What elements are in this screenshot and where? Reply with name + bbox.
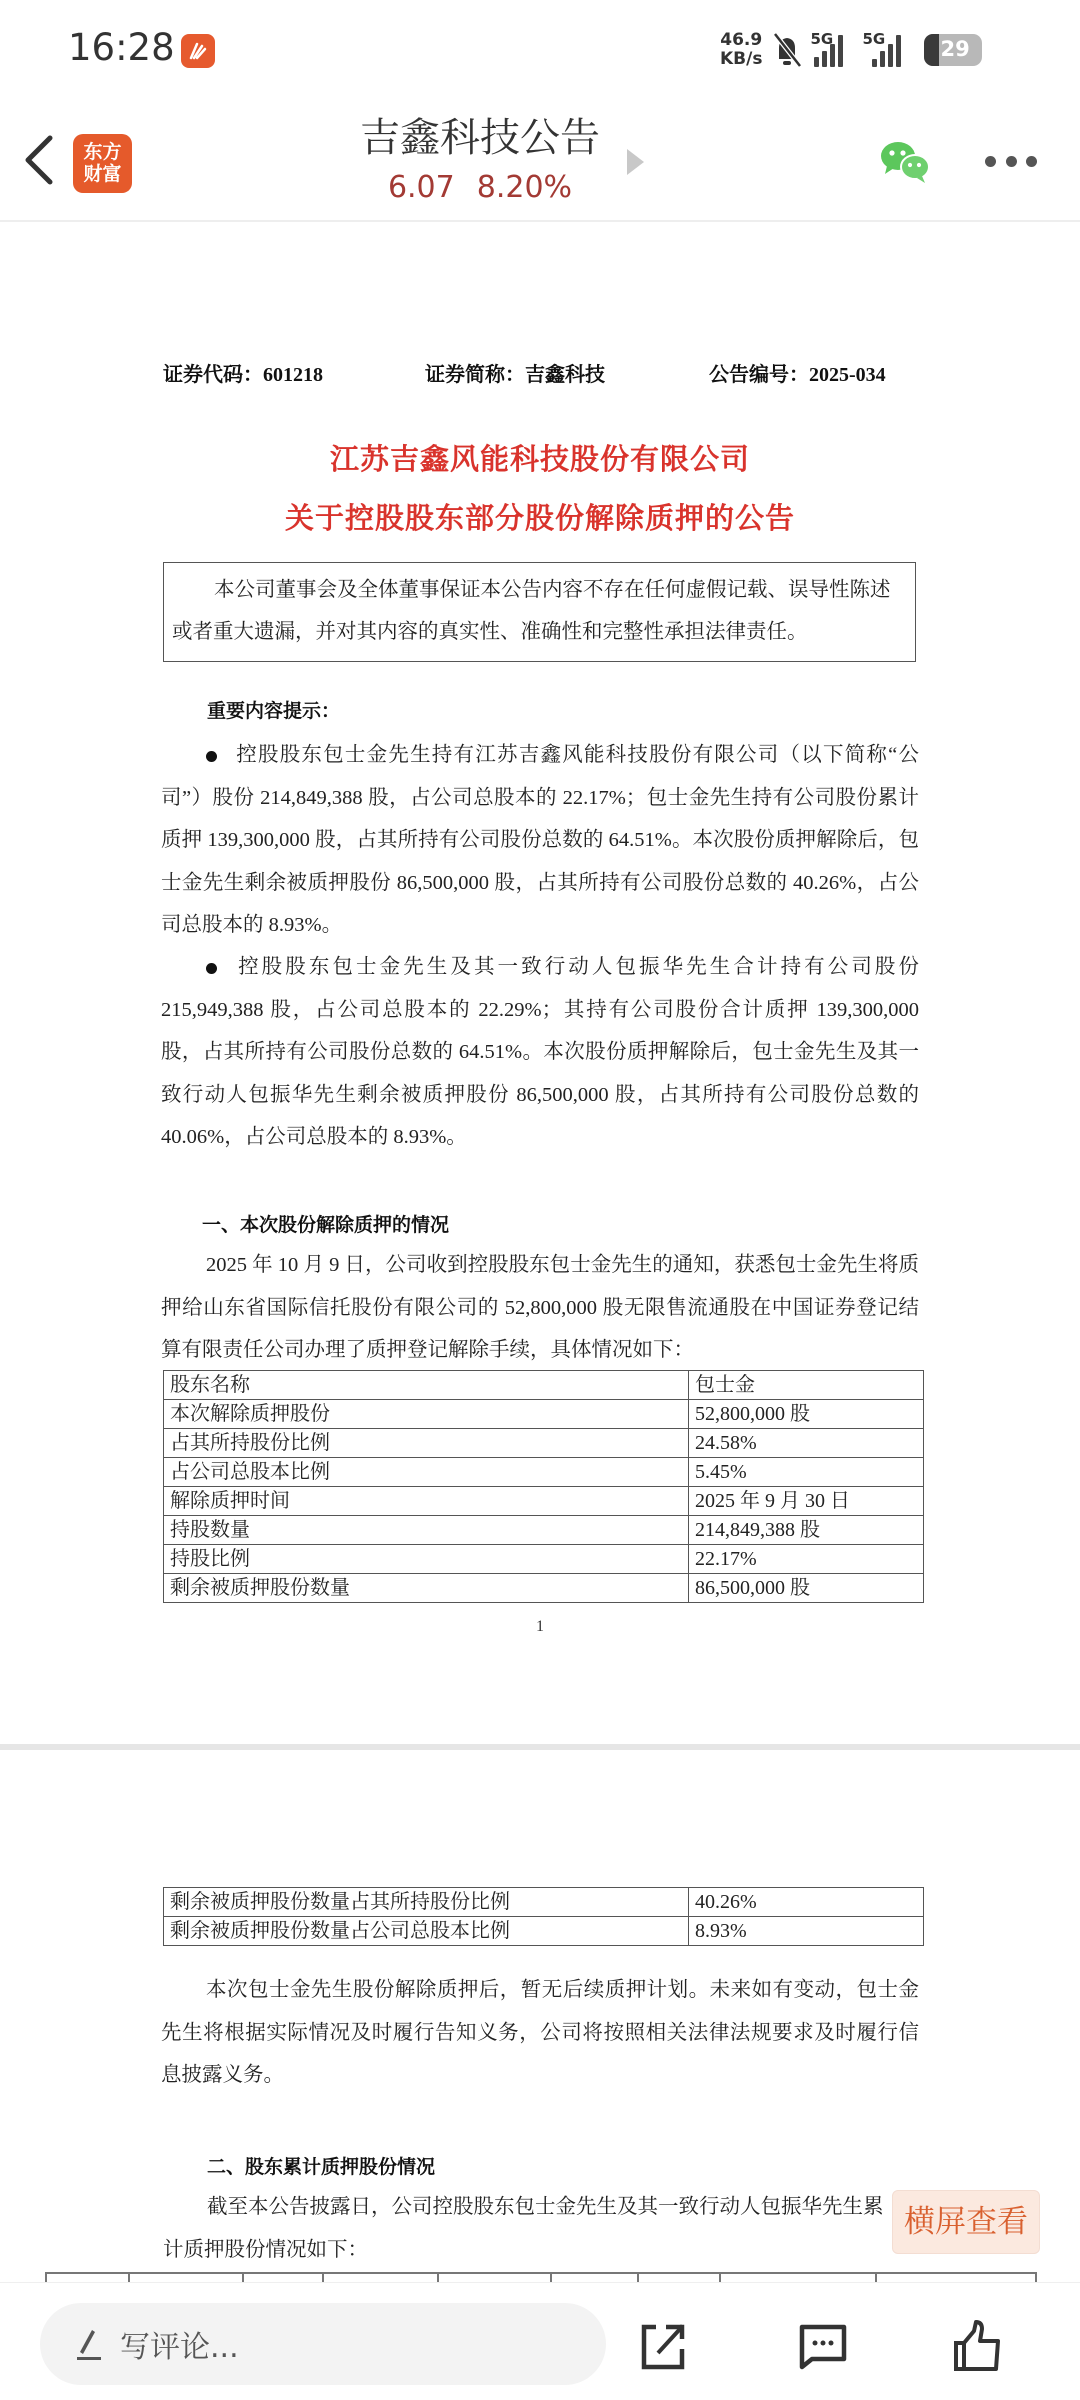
table-row xyxy=(164,1888,924,1917)
status-time: 16:28 xyxy=(68,26,175,69)
highlights-heading: 重要内容提示： xyxy=(207,700,341,722)
dot-icon xyxy=(1006,156,1017,167)
section1-paragraph xyxy=(161,1244,919,1372)
section1-text: 2025 年 10 月 9 日，公司收到控股股东包士金先生的通知，获悉包士金先生将质押给山东省国际信托股份有限公司的 52,800,000 股无限售流通股在中国证券登记结算有限责任公司办理了质押登记解除手续，具体情况如下： xyxy=(161,1254,919,1361)
stock-quote xyxy=(300,170,660,205)
battery-icon xyxy=(924,34,982,66)
dot-icon xyxy=(985,156,996,167)
table-cell-label: 持股比例 xyxy=(164,1545,689,1574)
document-title-line2: 关于控股股东部分股份解除质押的公告 xyxy=(284,501,795,535)
table-row xyxy=(164,1487,924,1516)
notification-app-icon xyxy=(181,34,215,68)
highlight-bullet-1 xyxy=(161,734,919,947)
page-title: 吉鑫科技公告 xyxy=(360,115,600,161)
stock-price: 6.07 xyxy=(387,170,455,205)
table-cell-value: 5.45% xyxy=(689,1458,924,1487)
logo-text-line2: 财富 xyxy=(83,163,122,185)
comment-placeholder: 写评论... xyxy=(120,2330,239,2365)
table-cell-label: 剩余被质押股份数量占公司总股本比例 xyxy=(164,1917,689,1946)
table-cell-value: 8.93% xyxy=(689,1917,924,1946)
logo-text-line1: 东方 xyxy=(83,141,122,163)
wechat-icon xyxy=(878,140,932,184)
document-title-line1: 江苏吉鑫风能科技股份有限公司 xyxy=(329,442,750,476)
section2-paragraph-line1: 截至本公告披露日，公司控股股东包士金先生及其一致行动人包振华先生累 xyxy=(207,2196,884,2218)
table-row xyxy=(164,1574,924,1603)
status-bar xyxy=(0,0,1080,100)
section1-heading: 一、本次股份解除质押的情况 xyxy=(202,1214,450,1236)
sim2-network-type: 5G xyxy=(862,30,886,48)
table-cell-value: 40.26% xyxy=(689,1888,924,1917)
status-indicators xyxy=(720,28,982,72)
table-cell-value: 214,849,388 股 xyxy=(689,1516,924,1545)
wechat-share-button[interactable] xyxy=(878,140,932,184)
table-cell-value: 52,800,000 股 xyxy=(689,1400,924,1429)
comment-input[interactable] xyxy=(40,2303,606,2385)
network-speed xyxy=(720,31,762,69)
table-cell-label: 解除质押时间 xyxy=(164,1487,689,1516)
bottom-action-bar xyxy=(0,2282,1080,2400)
table-cell-value: 22.17% xyxy=(689,1545,924,1574)
table-cell-value: 包士金 xyxy=(689,1371,924,1400)
table-cell-label: 本次解除质押股份 xyxy=(164,1400,689,1429)
table-row xyxy=(164,1400,924,1429)
like-button[interactable] xyxy=(950,2319,1004,2373)
table-cell-value: 86,500,000 股 xyxy=(689,1574,924,1603)
table-cell-value: 24.58% xyxy=(689,1429,924,1458)
bullet-text: 控股股东包士金先生及其一致行动人包振华先生合计持有公司股份 215,949,388 股，占公司总股本的 22.29%；其持有公司股份合计质押 139,300,000 股，占其所持有公司股份总数的 64.51%。本次股份质押解除后，包士金先生及其一致行动人包振华先生剩余被质押股份 86,500,000 股，占其所持有公司股份总数的 40.06%，占公司总股本的 8.93%。 xyxy=(161,956,919,1148)
table-row xyxy=(164,1458,924,1487)
title-block[interactable] xyxy=(300,112,660,205)
table-cell-label: 剩余被质押股份数量占其所持股份比例 xyxy=(164,1888,689,1917)
disclaimer-box xyxy=(163,562,916,662)
table-row xyxy=(164,1917,924,1946)
notice-number: 公告编号：2025-034 xyxy=(709,364,886,386)
sim1-network-type: 5G xyxy=(810,30,834,48)
release-details-table-continued xyxy=(163,1887,924,1946)
table-row xyxy=(164,1429,924,1458)
signal-strength-sim1-icon xyxy=(810,30,854,67)
release-details-table xyxy=(163,1370,924,1603)
mute-bell-icon xyxy=(770,31,804,69)
back-button[interactable] xyxy=(18,130,58,190)
comment-bubble-icon xyxy=(796,2319,850,2373)
pen-icon xyxy=(74,2326,104,2362)
network-speed-value: 46.9 xyxy=(720,30,763,50)
table-cell-label: 持股数量 xyxy=(164,1516,689,1545)
bullet-icon xyxy=(206,963,217,974)
thumbs-up-icon xyxy=(950,2319,1004,2373)
document-page-1[interactable] xyxy=(0,224,1080,1744)
table-cell-label: 占其所持股份比例 xyxy=(164,1429,689,1458)
after-release-paragraph xyxy=(161,1969,919,2097)
share-icon xyxy=(636,2319,690,2373)
after-release-text: 本次包士金先生股份解除质押后，暂无后续质押计划。未来如有变动，包士金先生将根据实际情况及时履行告知义务，公司将按照相关法律法规要求及时履行信息披露义务。 xyxy=(161,1979,919,2086)
section2-heading: 二、股东累计质押股份情况 xyxy=(207,2156,436,2178)
section2-paragraph-line2: 计质押股份情况如下： xyxy=(163,2239,368,2261)
chevron-left-icon xyxy=(18,130,58,190)
bullet-icon xyxy=(206,751,217,762)
table-row xyxy=(164,1516,924,1545)
bullet-text: 控股股东包士金先生持有江苏吉鑫风能科技股份有限公司（以下简称“公司”）股份 214,849,388 股，占公司总股本的 22.17%；包士金先生持有公司股份累计质押 139,300,000 股，占其所持有公司股份总数的 64.51%。本次股份质押解除后，包士金先生剩余被质押股份 86,500,000 股，占其所持有公司股份总数的 40.26%，占公司总股本的 8.93%。 xyxy=(161,744,919,936)
table-cell-label: 股东名称 xyxy=(164,1371,689,1400)
table-row xyxy=(164,1545,924,1574)
signal-strength-sim2-icon xyxy=(862,30,910,67)
page-number: 1 xyxy=(536,1618,544,1635)
table-row xyxy=(164,1371,924,1400)
stock-change-percent: 8.20% xyxy=(476,170,573,205)
caret-right-icon[interactable] xyxy=(627,149,644,175)
security-code: 证券代码：601218 xyxy=(163,364,323,386)
share-button[interactable] xyxy=(636,2319,690,2373)
table-cell-label: 剩余被质押股份数量 xyxy=(164,1574,689,1603)
highlight-bullet-2 xyxy=(161,946,919,1159)
network-speed-unit: KB/s xyxy=(720,49,763,69)
comments-button[interactable] xyxy=(796,2319,850,2373)
battery-level: 29 xyxy=(940,37,970,61)
disclaimer-text: 本公司董事会及全体董事保证本公告内容不存在任何虚假记载、误导性陈述或者重大遗漏，并对其内容的真实性、准确性和完整性承担法律责任。 xyxy=(172,579,891,643)
landscape-view-button[interactable]: 横屏查看 xyxy=(892,2190,1040,2254)
dot-icon xyxy=(1026,156,1037,167)
security-short-name: 证券简称：吉鑫科技 xyxy=(425,364,605,386)
app-header xyxy=(0,100,1080,222)
eastmoney-logo[interactable] xyxy=(73,134,132,193)
more-options-button[interactable] xyxy=(985,156,1037,168)
table-cell-label: 占公司总股本比例 xyxy=(164,1458,689,1487)
table-cell-value: 2025 年 9 月 30 日 xyxy=(689,1487,924,1516)
